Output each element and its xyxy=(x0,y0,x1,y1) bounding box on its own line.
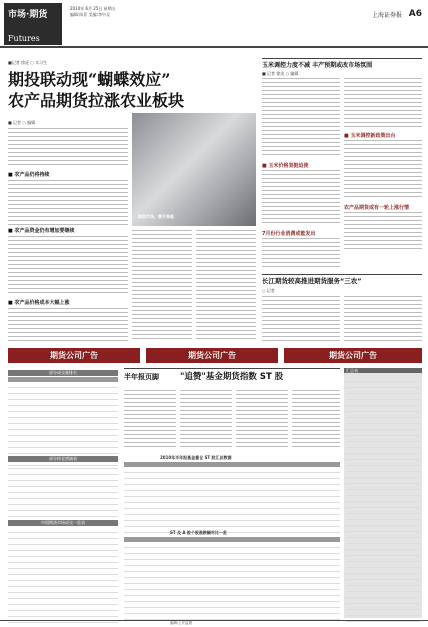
right-subhead-2: ■ 玉米价格坚挺迫使 xyxy=(262,163,309,169)
body-text-block xyxy=(8,236,128,296)
bottom-headline-2: "追赞"基金期货指数 ST 股 xyxy=(180,372,284,382)
table-3 xyxy=(8,527,118,623)
body-text-block xyxy=(344,140,422,200)
paper-name: 上海证券报 xyxy=(371,12,402,19)
table-title-3: 中国期货市场成交一览表 xyxy=(8,520,118,526)
body-text-block xyxy=(262,296,340,342)
right-subhead-1: ■ 玉米调控新政策出台 xyxy=(344,133,396,139)
body-text-block xyxy=(8,128,128,168)
data-panel xyxy=(344,368,422,618)
body-text-block xyxy=(8,308,128,342)
body-text-block xyxy=(124,390,176,450)
body-text-block xyxy=(262,170,340,226)
main-headline-1: 期投联动现“蝴蝶效应” xyxy=(8,70,171,89)
subhead-3: ■ 农产品价格成本大幅上涨 xyxy=(8,300,70,306)
bottom-table-title: 2010年半年报基金重仓 ST 股汇总数据 xyxy=(160,455,232,460)
table-row xyxy=(124,614,340,620)
main-kicker: ■记者 徐虎 ○ 实习生 xyxy=(8,60,48,65)
right-byline-2: ○ 记者 xyxy=(262,288,275,293)
table-1 xyxy=(8,377,118,466)
table-title-1: 部分成交量排名 xyxy=(8,370,118,376)
bottom-table-1 xyxy=(124,462,340,533)
table-row xyxy=(124,527,340,533)
right-subhead-3: 7月份行业消费或能发出 xyxy=(262,231,316,237)
ad-banner[interactable]: 期货公司广告 xyxy=(8,348,140,363)
bottom-table-title-2: ST 及 A 股个股涨跌幅对比一览 xyxy=(170,530,227,535)
divider xyxy=(262,274,422,275)
right-byline: ■ 记者 徐虎 ○ 编辑 xyxy=(262,71,299,76)
page-number: A6 xyxy=(408,9,422,19)
table-row xyxy=(346,622,420,627)
photo-caption: 期货市场，春天来临 xyxy=(138,214,174,219)
right-subhead-4: 农产品期货或有一轮上涨行情 xyxy=(344,205,410,211)
body-text-block xyxy=(292,390,340,450)
body-text-block xyxy=(180,390,232,450)
header-date: 2010年 6月 25日 星期五 xyxy=(70,6,116,11)
body-text-block xyxy=(344,212,422,250)
subhead-2: ■ 农产品资金仍有增加要继续 xyxy=(8,228,75,234)
body-text-block xyxy=(132,230,192,342)
body-text-block xyxy=(262,238,340,268)
main-photo xyxy=(132,113,256,226)
ad-banner[interactable]: 期货公司广告 xyxy=(146,348,278,363)
divider xyxy=(124,368,340,369)
data-panel-table xyxy=(346,376,420,627)
byline: ■ 记者 ○ 编辑 xyxy=(8,120,36,125)
header-editor: 编辑:陈菲 美编:李中灵 xyxy=(70,12,110,17)
body-text-block xyxy=(262,78,340,158)
page-header xyxy=(0,0,428,48)
subhead-1: ■ 农产品仍将持续 xyxy=(8,172,50,178)
table-2 xyxy=(8,463,118,523)
body-text-block xyxy=(8,180,128,226)
section-en: Futures xyxy=(8,34,40,43)
table-title-2: 部分持仓增减表 xyxy=(8,456,118,462)
main-headline-2: 农产品期货拉涨农业板块 xyxy=(8,91,185,110)
body-text-block xyxy=(344,296,422,342)
ad-banner[interactable]: 期货公司广告 xyxy=(284,348,422,363)
data-panel-title: 汇总表 xyxy=(344,368,422,373)
footer-rule xyxy=(0,620,428,621)
body-text-block xyxy=(344,78,422,128)
bottom-table-2 xyxy=(124,537,340,620)
header-meta xyxy=(70,6,116,18)
divider xyxy=(262,58,422,59)
body-text-block xyxy=(236,390,288,450)
section-badge xyxy=(4,3,62,45)
right-headline: 玉米调控力度不减 丰产预期或改市场氛围 xyxy=(262,62,373,69)
footer-text: 编辑:公开监督 xyxy=(170,621,193,625)
right-headline-2: 长江期货较高推进期货服务“三农” xyxy=(262,277,362,285)
section-cn: 市场·期货 xyxy=(8,10,48,20)
body-text-block xyxy=(196,230,256,342)
bottom-headline: 半年报页脚 xyxy=(124,373,159,381)
